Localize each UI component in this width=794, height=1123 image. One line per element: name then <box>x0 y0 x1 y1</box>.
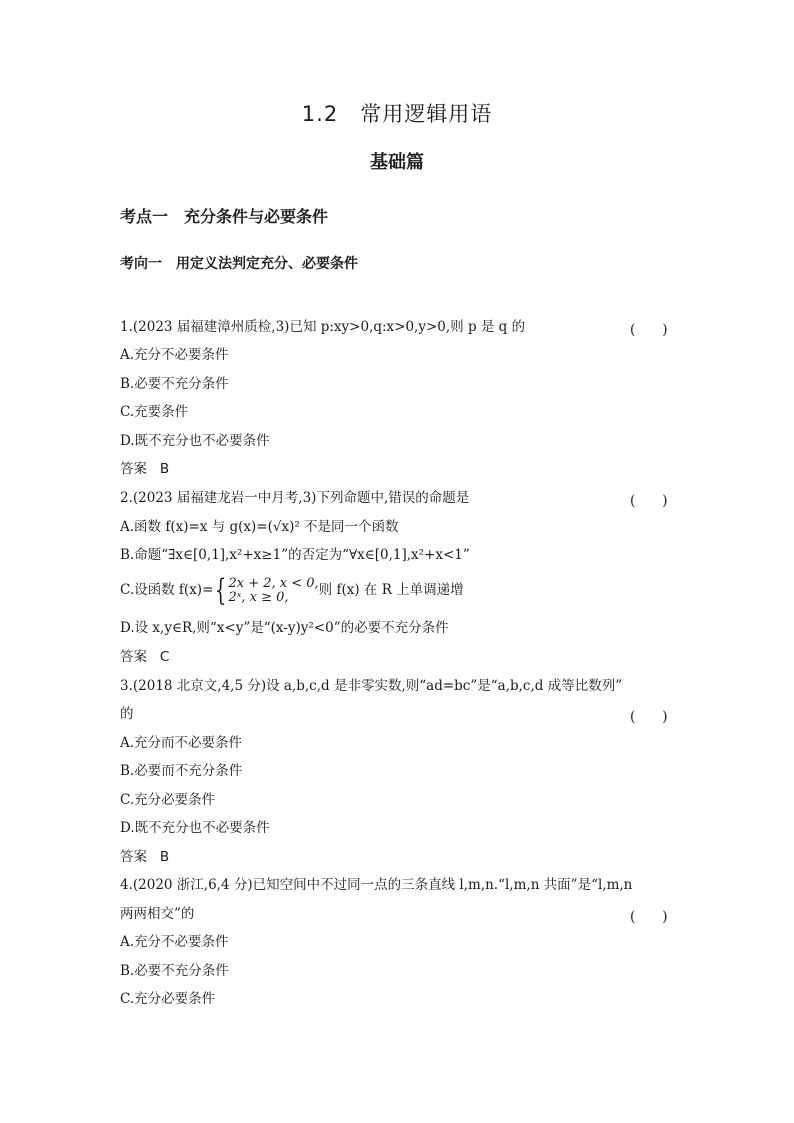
q1-option-c: C.充要条件 <box>120 404 189 420</box>
q1-option-b: B.必要不充分条件 <box>120 376 229 392</box>
q1-answer-value: B <box>159 461 170 477</box>
q1-stem: 1.(2023 届福建漳州质检,3)已知 p:xy>0,q:x>0,y>0,则 p 是 q 的 <box>120 319 526 335</box>
q4-stem-line2: 两两相交”的 <box>120 906 195 922</box>
section-heading: 考点一 充分条件与必要条件 <box>120 207 329 226</box>
q4-option-c: C.充分必要条件 <box>120 991 216 1007</box>
q2-option-b: B.命题“∃x∈[0,1],x²+x≥1”的否定为“∀x∈[0,1],x²+x<1” <box>120 547 470 563</box>
q1-option-d: D.既不充分也不必要条件 <box>120 433 270 449</box>
q2-stem: 2.(2023 届福建龙岩一中月考,3)下列命题中,错误的命题是 <box>120 490 470 506</box>
q3-option-a: A.充分而不必要条件 <box>120 735 243 751</box>
answer-label: 答案 <box>120 649 147 665</box>
q2-option-a: A.函数 f(x)=x 与 g(x)=(√x)² 不是同一个函数 <box>120 519 399 535</box>
subsection-heading: 考向一 用定义法判定充分、必要条件 <box>120 256 358 272</box>
q1-option-a: A.充分不必要条件 <box>120 347 229 363</box>
q2-answer <box>120 648 169 666</box>
piecewise-cases <box>228 577 318 605</box>
q3-stem-line2: 的 <box>120 706 134 722</box>
page-subtitle: 基础篇 <box>370 152 424 173</box>
q4-option-b: B.必要不充分条件 <box>120 963 229 979</box>
q3-option-c: C.充分必要条件 <box>120 792 216 808</box>
q1-answer <box>120 460 169 478</box>
case-1: 2x + 2, x < 0, <box>228 575 319 591</box>
q2-option-d: D.设 x,y∈R,则“x<y”是“(x-y)y²<0”的必要不充分条件 <box>120 620 449 636</box>
q2-option-c-prefix: C.设函数 f(x)= <box>120 582 214 598</box>
answer-label: 答案 <box>120 461 147 477</box>
answer-label: 答案 <box>120 849 147 865</box>
q2-option-c <box>120 572 464 608</box>
q3-option-d: D.既不充分也不必要条件 <box>120 820 270 836</box>
q2-option-c-suffix: 则 f(x) 在 R 上单调递增 <box>318 582 464 598</box>
q2-answer-value: C <box>159 649 170 665</box>
page-title: 1.2 常用逻辑用语 <box>301 102 493 126</box>
q4-stem-line1: 4.(2020 浙江,6,4 分)已知空间中不过同一点的三条直线 l,m,n.“l,m,n 共面”是“l,m,n <box>120 877 633 893</box>
q1-answer-paren: ( ) <box>630 322 668 338</box>
left-brace-icon: { <box>215 572 227 608</box>
q3-answer-paren: ( ) <box>630 709 668 725</box>
q3-answer <box>120 848 169 866</box>
q4-option-a: A.充分不必要条件 <box>120 934 229 950</box>
q3-answer-value: B <box>159 849 170 865</box>
q3-option-b: B.必要而不充分条件 <box>120 763 243 779</box>
q3-stem-line1: 3.(2018 北京文,4,5 分)设 a,b,c,d 是非零实数,则“ad=bc”是“a,b,c,d 成等比数列” <box>120 678 623 694</box>
q4-answer-paren: ( ) <box>630 909 668 925</box>
q2-answer-paren: ( ) <box>630 493 668 509</box>
case-2: 2ˣ, x ≥ 0, <box>228 589 289 605</box>
